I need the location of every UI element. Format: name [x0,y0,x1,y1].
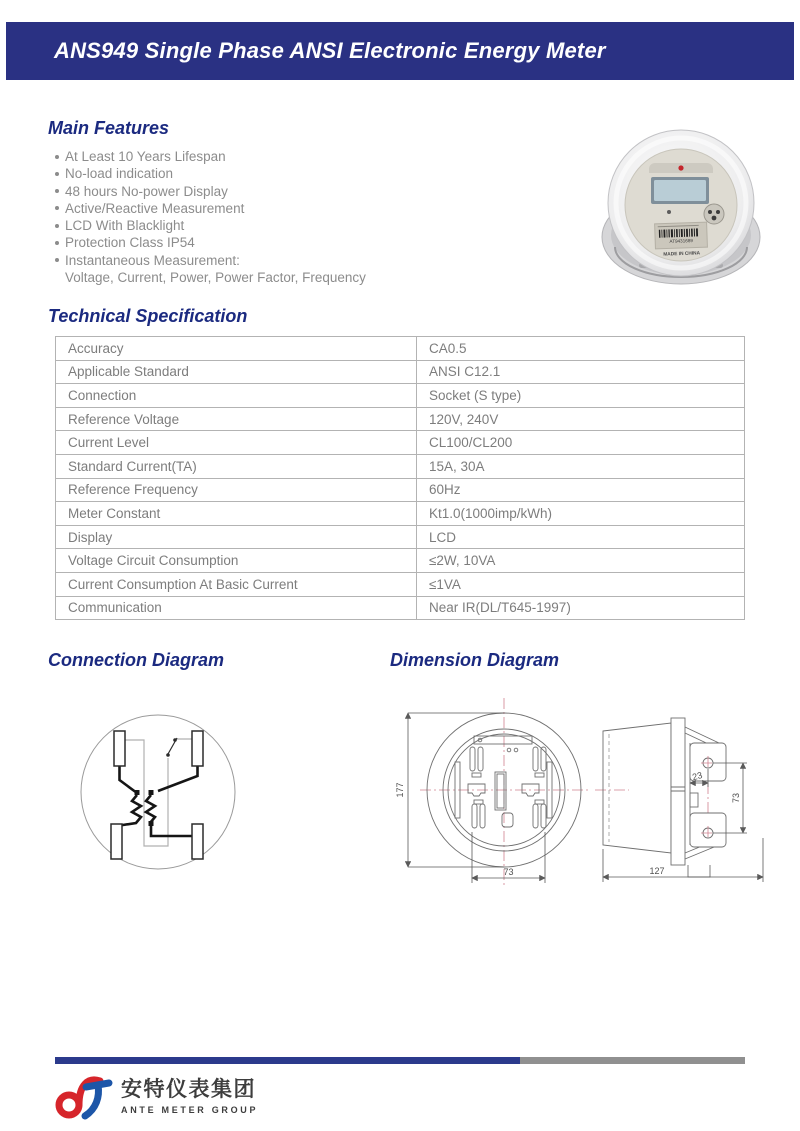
table-row [56,360,745,384]
spec-label: Accuracy [56,337,417,361]
svg-text:23: 23 [691,770,704,783]
meter-terminals [111,731,203,859]
footer-bar-blue-segment [55,1057,520,1064]
footer-divider-bar [55,1057,745,1064]
product-photo-energy-meter [595,125,767,290]
spec-value: 60Hz [417,478,745,502]
dimension-73-front [472,832,545,883]
feature-item: No-load indication [55,165,366,182]
spec-label: Standard Current(TA) [56,454,417,478]
dome-profile [603,723,671,853]
header-banner [6,22,794,80]
switch-symbol [166,738,177,757]
svg-text:73: 73 [731,792,741,804]
spec-label: Voltage Circuit Consumption [56,549,417,573]
spec-value: 15A, 30A [417,454,745,478]
company-name-block [121,1078,258,1115]
technical-specification-heading: Technical Specification [48,306,248,326]
terminal-slots [470,747,546,828]
table-row [56,407,745,431]
feature-item: At Least 10 Years Lifespan [55,148,366,165]
table-row [56,337,745,361]
page-title: ANS949 Single Phase ANSI Electronic Energy Meter [54,38,606,63]
table-row [56,525,745,549]
socket-features [455,736,552,827]
svg-text:73: 73 [503,867,514,877]
company-logo [52,1068,258,1124]
connection-diagram-heading: Connection Diagram [48,650,225,670]
ante-logo-icon [52,1068,114,1124]
spec-label: Communication [56,596,417,620]
spec-value: CL100/CL200 [417,431,745,455]
table-row [56,478,745,502]
dimension-side-view [595,693,775,888]
spec-value: ANSI C12.1 [417,360,745,384]
spec-label: Applicable Standard [56,360,417,384]
table-row [56,549,745,573]
spec-label: Reference Voltage [56,407,417,431]
feature-item: Active/Reactive Measurement [55,200,366,217]
table-row [56,596,745,620]
feature-item: 48 hours No-power Display [55,183,366,200]
barcode-number: AT9431689 [669,238,694,244]
spec-label: Connection [56,384,417,408]
feature-item: Instantaneous Measurement: [55,252,366,269]
spec-value: ≤1VA [417,572,745,596]
table-row [56,502,745,526]
spec-label: Meter Constant [56,502,417,526]
terminal-block-side [685,727,726,877]
main-features-heading: Main Features [48,118,170,138]
dimension-diagram-heading: Dimension Diagram [390,650,560,670]
feature-item-continuation: Voltage, Current, Power, Power Factor, Frequency [65,270,366,286]
svg-text:177: 177 [395,782,405,798]
spec-value: LCD [417,525,745,549]
spec-value: Kt1.0(1000imp/kWh) [417,502,745,526]
origin-text: MADE IN CHINA [663,251,701,258]
spec-value: Near IR(DL/T645-1997) [417,596,745,620]
spec-value: Socket (S type) [417,384,745,408]
spec-value: 120V, 240V [417,407,745,431]
table-row [56,431,745,455]
meter-ir-port [704,204,724,224]
spec-label: Display [56,525,417,549]
feature-item: Protection Class IP54 [55,234,366,251]
footer-bar-gray-segment [520,1057,745,1064]
dimension-front-view [392,692,588,892]
spec-label: Current Consumption At Basic Current [56,572,417,596]
spec-value: CA0.5 [417,337,745,361]
flange-plate [671,718,685,865]
svg-text:127: 127 [649,866,665,876]
table-row [56,572,745,596]
table-row [56,384,745,408]
company-name-cn: 安特仪表集团 [121,1077,256,1101]
spec-value: ≤2W, 10VA [417,549,745,573]
meter-brand-mark [678,165,683,170]
company-name-en: ANTE METER GROUP [121,1104,259,1115]
table-row [56,454,745,478]
spec-label: Reference Frequency [56,478,417,502]
main-features-list [55,148,366,286]
connection-diagram [78,712,240,874]
feature-item: LCD With Blacklight [55,217,366,234]
meter-lcd-display [651,177,709,204]
specification-table [55,336,745,620]
spec-label: Current Level [56,431,417,455]
meter-nameplate [655,222,708,258]
